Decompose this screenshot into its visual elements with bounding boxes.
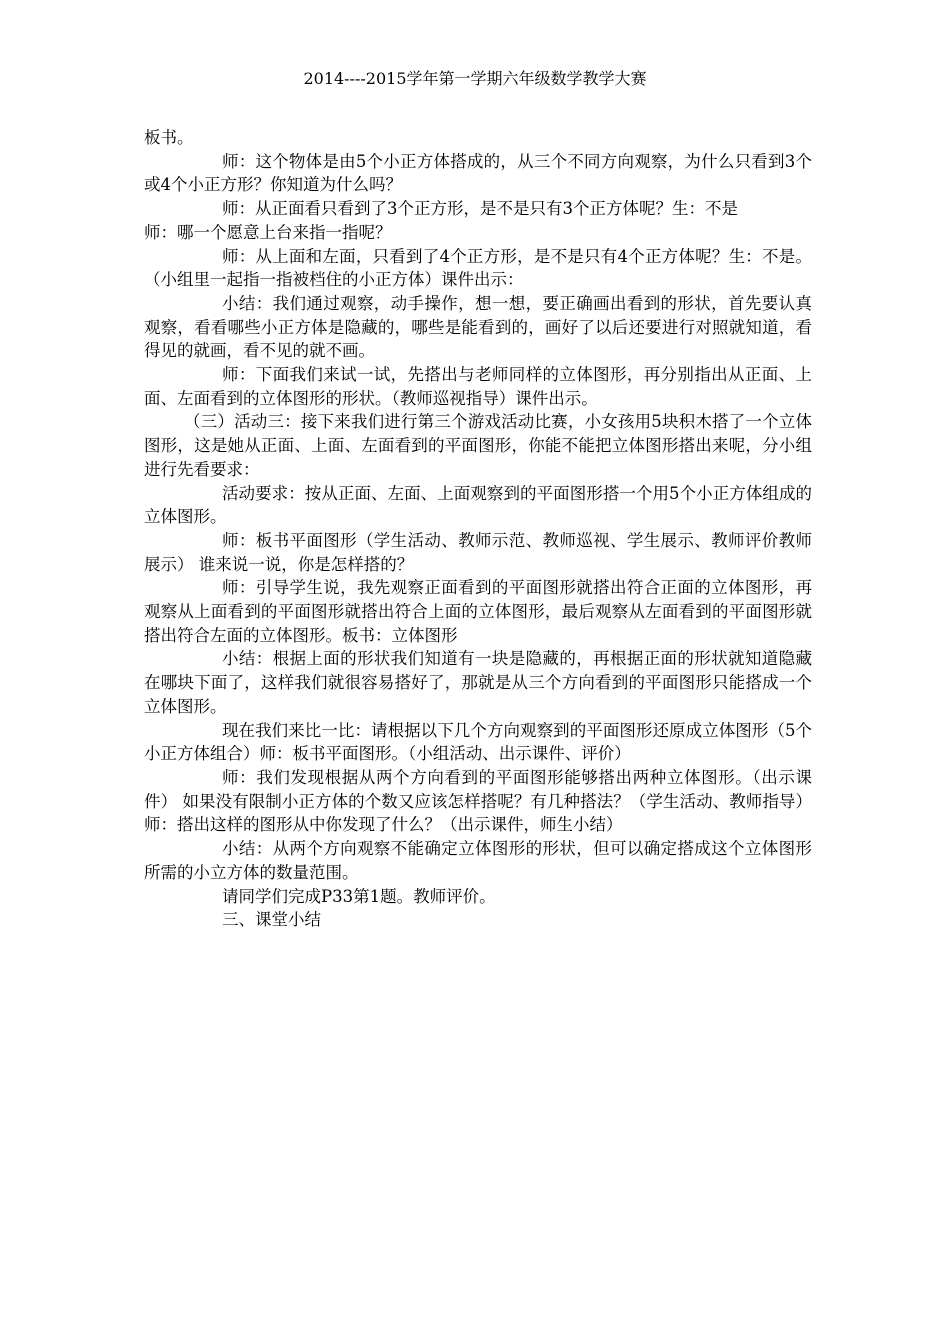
paragraph-teacher-question-2: 师：从正面看只看到了3个正方形，是不是只有3个正方体呢？生：不是 bbox=[222, 199, 738, 219]
paragraph-activity-requirements: 活动要求：按从正面、左面、上面观察到的平面图形搭一个用5个小正方体组成的立体图形。 bbox=[144, 483, 812, 527]
paragraph-teacher-invite: 师：哪一个愿意上台来指一指呢？ bbox=[144, 222, 392, 242]
paragraph-try-it: 师：下面我们来试一试，先搭出与老师同样的立体图形，再分别指出从正面、上面、左面看到的立体图形的形状。（教师巡视指导）课件出示。 bbox=[144, 365, 812, 408]
document-header: 2014----2015学年第一学期六年级数学教学大赛 bbox=[303, 69, 647, 88]
paragraph-exercise: 请同学们完成P33第1题。教师评价。 bbox=[222, 886, 496, 906]
paragraph-discovery: 师：我们发现根据从两个方向看到的平面图形能够搭出两种立体图形。（出示课件） 如果没有限制小正方体的个数又应该怎样搭呢？有几种搭法？（学生活动、教师指导） 师：搭出这样的图形从中你发现了什么？（出示课件，师生小结） bbox=[144, 767, 812, 835]
paragraph-summary-2: 小结：根据上面的形状我们知道有一块是隐藏的，再根据正面的形状就知道隐藏在哪块下面了，这样我们就很容易搭好了，那就是从三个方向看到的平面图形只能搭成一个立体图形。 bbox=[144, 649, 812, 716]
section-heading-class-summary: 三、课堂小结 bbox=[222, 910, 321, 930]
paragraph-teacher-question-1: 师：这个物体是由5个小正方体搭成的，从三个不同方向观察，为什么只看到3个或4个小正方形？你知道为什么吗？ bbox=[144, 151, 812, 195]
paragraph-summary-1: 小结：我们通过观察，动手操作，想一想，要正确画出看到的形状，首先要认真观察，看看哪些小正方体是隐藏的，哪些是能看到的，画好了以后还要进行对照就知道，看得见的就画，看不见的就不画。 bbox=[144, 293, 812, 361]
paragraph-activity-three: （三）活动三：接下来我们进行第三个游戏活动比赛，小女孩用5块积木搭了一个立体图形，这是她从正面、上面、左面看到的平面图形，你能不能把立体图形搭出来呢，分小组进行先看要求： bbox=[144, 412, 812, 479]
paragraph-guide-students: 师：引导学生说，我先观察正面看到的平面图形就搭出符合正面的立体图形，再观察从上面看到的平面图形就搭出符合上面的立体图形，最后观察从左面看到的平面图形就搭出符合左面的立体图形。板书：立体图形 bbox=[144, 578, 812, 645]
paragraph-compare: 现在我们来比一比：请根据以下几个方向观察到的平面图形还原成立体图形（5个小正方体组合）师：板书平面图形。（小组活动、出示课件、评价） bbox=[144, 720, 812, 764]
paragraph-board-plane-figure: 师：板书平面图形（学生活动、教师示范、教师巡视、学生展示、教师评价教师展示） 谁来说一说，你是怎样搭的？ bbox=[144, 530, 812, 574]
paragraph-board-note: 板书。 bbox=[144, 128, 194, 147]
paragraph-summary-3: 小结：从两个方向观察不能确定立体图形的形状，但可以确定搭成这个立体图形所需的小立方体的数量范围。 bbox=[144, 839, 812, 882]
document-body bbox=[144, 126, 812, 932]
paragraph-teacher-question-3: 师：从上面和左面，只看到了4个正方形，是不是只有4个正方体呢？生：不是。（小组里一起指一指被档住的小正方体）课件出示： bbox=[144, 246, 812, 290]
